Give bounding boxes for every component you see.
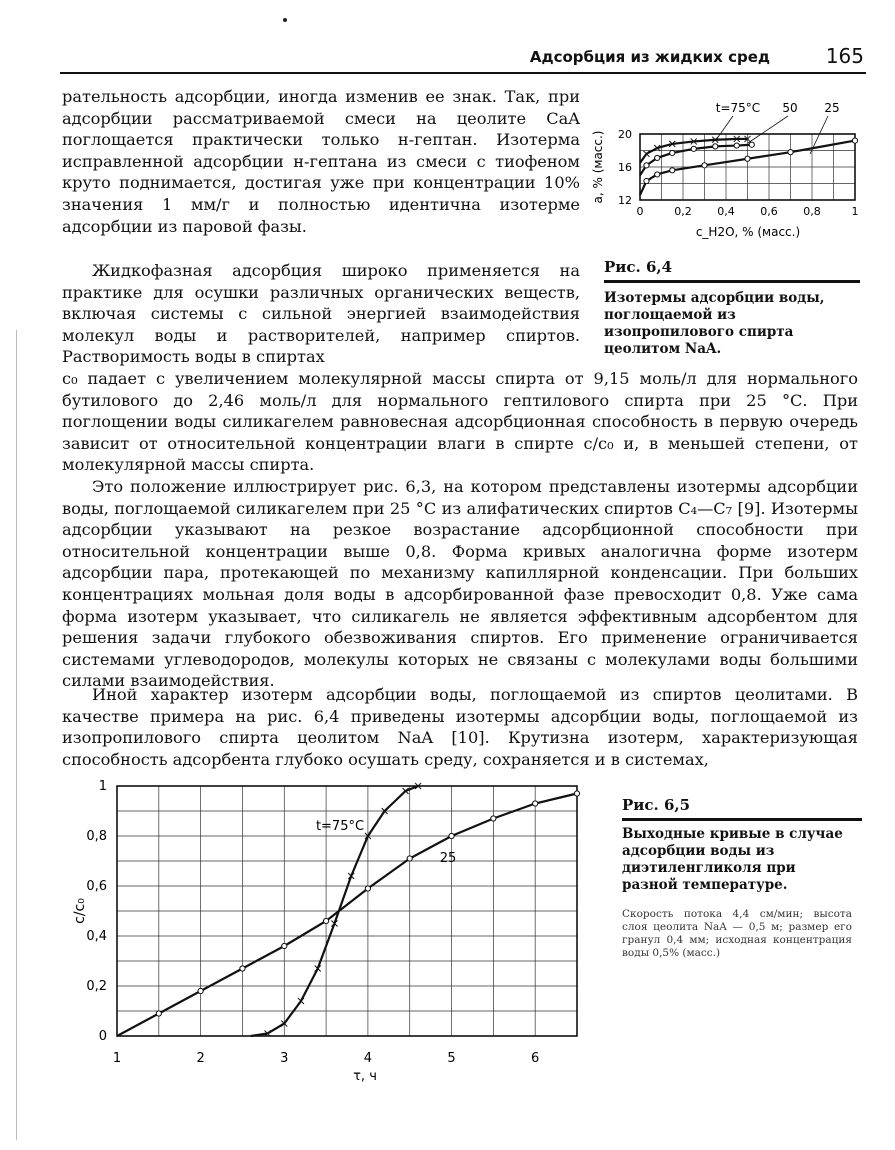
x-tick-label: 0,2 <box>674 205 692 218</box>
data-point-1 <box>655 155 660 160</box>
running-title: Адсорбция из жидких сред <box>529 48 770 66</box>
tick-labels <box>86 779 539 1066</box>
x-tick-label: 0,6 <box>760 205 778 218</box>
data-point-1 <box>691 146 696 151</box>
legend-label-25: 25 <box>824 101 840 115</box>
paragraph-5: Иной характер изотерм адсорбции воды, поглощаемой из спиртов цеолитами. В качестве примера на рис. 6,4 приведены изотермы адсорбции воды, поглощаемой из изопропилового спирта цеолитом NaA [10]. Крутизна изотерм, характеризующая способность адсорбента глубоко осушать среду, сохраняется и в системах, <box>62 685 858 769</box>
data-point-1 <box>491 816 496 821</box>
y-tick-label: 16 <box>618 161 632 174</box>
y-tick-label: 1 <box>98 779 107 794</box>
paragraph-1: рательность адсорбции, иногда изменив ее знак. Так, при адсорбции рассматриваемой смеси на цеолите CaA поглощается практически только н-гептан. Изотерма исправленной адсорбции н-гептана из смеси с тиофеном круто поднимается, достигая уже при концентрации 10% значения 1 мм/г и полностью идентична изотерме адсорбции из паровой фазы. <box>62 87 580 236</box>
data-point-1 <box>533 801 538 806</box>
figure-6-4-label: Рис. 6,4 <box>604 258 673 276</box>
legend-label-75: t=75°C <box>715 101 761 115</box>
x-tick-label: 0,8 <box>803 205 821 218</box>
data-point-1 <box>407 856 412 861</box>
x-tick-label: 2 <box>196 1051 205 1066</box>
data-point-1 <box>644 163 649 168</box>
figure-6-5-rule <box>622 818 862 821</box>
y-tick-label: 0,8 <box>86 829 107 844</box>
data-point-1 <box>365 886 370 891</box>
running-header <box>60 46 866 74</box>
leader-line-25 <box>810 116 828 154</box>
data-point-1 <box>449 833 454 838</box>
x-tick-label: 6 <box>531 1051 540 1066</box>
scan-edge-line <box>16 330 17 1140</box>
data-point-2 <box>670 168 675 173</box>
leader-line-75 <box>716 116 733 140</box>
x-tick-label: 3 <box>280 1051 289 1066</box>
data-point-1 <box>323 918 328 923</box>
data-point-2 <box>745 156 750 161</box>
data-point-2 <box>655 172 660 177</box>
leader-line-50 <box>748 116 788 143</box>
y-tick-label: 20 <box>618 128 632 141</box>
y-axis-label: a, % (масс.) <box>591 130 605 204</box>
y-tick-label: 0,2 <box>86 979 107 994</box>
x-tick-label: 0,4 <box>717 205 735 218</box>
x-tick-label: 1 <box>851 205 859 218</box>
y-axis-label: c/c₀ <box>72 898 88 924</box>
paragraph-3: c₀ падает с увеличением молекулярной массы спирта от 9,15 моль/л для нормального бутилового до 2,46 моль/л для нормального гептилового спирта при 25 °С. При поглощении воды силикагелем равновесная адсорбционная способность в первую очередь зависит от относительной концентрации влаги в спирте c/c₀ и, в меньшей степени, от молекулярной массы спирта. <box>62 369 858 475</box>
paragraph-2: Жидкофазная адсорбция широко применяется на практике для осушки различных органических веществ, включая системы с сильной энергией взаимодействия молекул воды и растворителей, например спиртов. Растворимость воды в спиртах <box>62 261 580 367</box>
figure-6-5-note: Скорость потока 4,4 см/мин; высота слоя цеолита NaA — 0,5 м; размер его гранул 0,4 мм; исходная концентрация воды 0,5% (масс.) <box>622 908 852 959</box>
tick-labels <box>618 128 859 218</box>
data-point-2 <box>788 150 793 155</box>
y-tick-label: 0,4 <box>86 929 107 944</box>
series-group <box>640 136 858 195</box>
legend-label-50: 50 <box>782 101 798 115</box>
figure-6-4-rule <box>604 280 860 283</box>
data-point-1 <box>574 791 579 796</box>
x-axis-label: c_H2O, % (масс.) <box>695 225 801 239</box>
data-point-1 <box>240 966 245 971</box>
data-point-1 <box>713 144 718 149</box>
paragraph-4: Это положение иллюстрирует рис. 6,3, на котором представлены изотермы адсорбции воды, поглощаемой силикагелем при 25 °С из алифатических спиртов C₄—C₇ [9]. Изотермы адсорбции указывают на резкое возрастание адсорбционной способности при относительной концентрации выше 0,8. Форма кривых аналогична форме изотерм адсорбции пара, протекающей по механизму капиллярной конденсации. При больших концентрациях мольная доля воды в адсорбированной фазе превосходит 0,8. Уже сама форма изотерм указывает, что силикагель не является эффективным адсорбентом для решения задачи глубокого обезвоживания спиртов. Его применение ограничивается системами углеводородов, молекулы которых не связаны с молекулами воды большими силами взаимодействия. <box>62 477 858 691</box>
x-tick-label: 1 <box>112 1051 122 1066</box>
figure-6-5-chart <box>70 778 590 1088</box>
page-number: 165 <box>825 44 864 68</box>
y-tick-label: 12 <box>618 194 632 207</box>
data-point-1 <box>670 150 675 155</box>
data-point-1 <box>734 143 739 148</box>
data-point-2 <box>852 138 857 143</box>
figure-6-5-caption: Выходные кривые в случае адсорбции воды из диэтиленгликоля при разной температуре. <box>622 826 843 893</box>
data-point-1 <box>749 142 754 147</box>
figure-6-4-chart <box>588 96 868 246</box>
y-tick-label: 0 <box>98 1029 107 1044</box>
figure-6-5-label: Рис. 6,5 <box>622 796 691 814</box>
x-tick-label: 5 <box>447 1051 456 1066</box>
x-axis-label: τ, ч <box>353 1069 377 1084</box>
x-tick-label: 4 <box>363 1051 373 1066</box>
data-point-2 <box>702 163 707 168</box>
figure-6-4-caption: Изотермы адсорбции воды, поглощаемой из изопропилового спирта цеолитом NaA. <box>604 290 825 357</box>
data-point-1 <box>198 988 203 993</box>
y-tick-label: 0,6 <box>86 879 107 894</box>
page-speck <box>283 18 287 22</box>
x-tick-label: 0 <box>636 205 644 218</box>
data-point-1 <box>282 943 287 948</box>
legend-label-25: 25 <box>439 851 457 866</box>
data-point-1 <box>156 1011 161 1016</box>
data-point-2 <box>644 178 649 183</box>
legend-label-75: t=75°C <box>315 819 365 834</box>
